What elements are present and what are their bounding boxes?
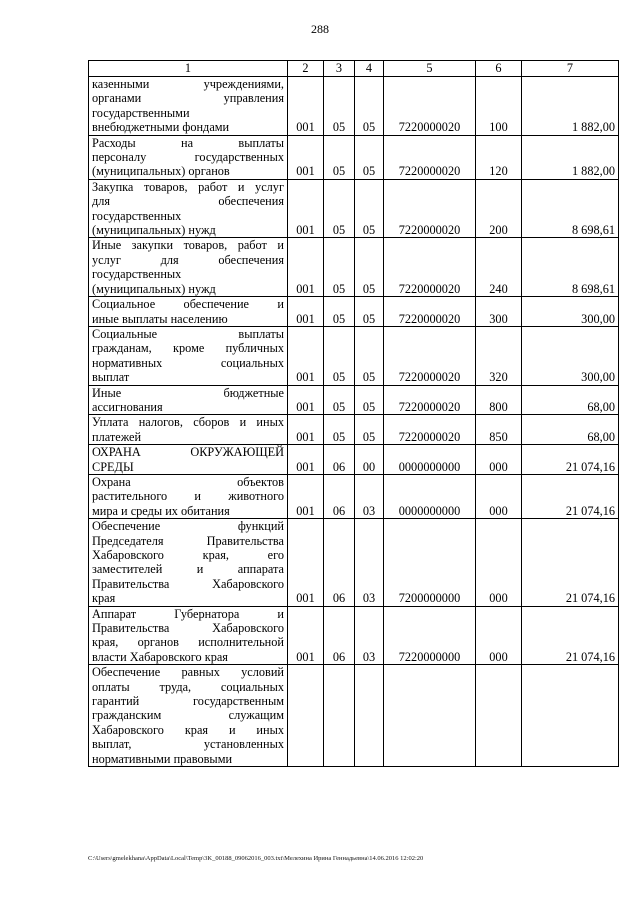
description-line: края, органов исполнительной (92, 635, 284, 650)
target-article-code: 0000000000 (384, 474, 476, 518)
row-description (89, 179, 288, 238)
description-line: власти Хабаровского края (92, 649, 228, 664)
row-description (89, 445, 288, 475)
expense-type-code: 000 (476, 445, 522, 475)
expense-type-code: 320 (476, 326, 522, 385)
table-row (89, 474, 619, 518)
amount: 68,00 (522, 385, 619, 415)
expense-type-code (476, 665, 522, 767)
description-line: Обеспечение функций (92, 519, 284, 534)
budget-table (88, 60, 619, 767)
amount: 21 074,16 (522, 445, 619, 475)
row-description (89, 77, 288, 136)
description-line: Уплата налогов, сборов и иных (92, 415, 284, 430)
description-line: Аппарат Губернатора и (92, 606, 284, 621)
description-line: внебюджетными фондами (92, 120, 230, 135)
expense-type-code: 850 (476, 415, 522, 445)
description-line: платежей (92, 429, 142, 444)
section-code: 001 (288, 135, 324, 179)
subchapter-code: 05 (355, 238, 384, 297)
chapter-code: 05 (324, 385, 355, 415)
chapter-code: 05 (324, 326, 355, 385)
section-code: 001 (288, 474, 324, 518)
row-description (89, 135, 288, 179)
description-line: услуг для обеспечения (92, 252, 284, 267)
amount: 8 698,61 (522, 238, 619, 297)
subchapter-code: 03 (355, 474, 384, 518)
description-line: гарантий государственным (92, 694, 284, 709)
row-description (89, 415, 288, 445)
expense-type-code: 120 (476, 135, 522, 179)
description-line: гражданам, кроме публичных (92, 341, 284, 356)
subchapter-code: 03 (355, 606, 384, 665)
table-row (89, 415, 619, 445)
column-header: 3 (324, 61, 355, 77)
target-article-code: 7220000020 (384, 135, 476, 179)
description-line: государственных (92, 267, 182, 282)
subchapter-code: 03 (355, 519, 384, 606)
subchapter-code: 05 (355, 77, 384, 136)
description-line: Расходы на выплаты (92, 135, 284, 150)
description-line: ОХРАНА ОКРУЖАЮЩЕЙ (92, 445, 284, 460)
description-line: СРЕДЫ (92, 459, 134, 474)
table-row (89, 179, 619, 238)
target-article-code: 7220000020 (384, 415, 476, 445)
amount: 21 074,16 (522, 606, 619, 665)
section-code: 001 (288, 179, 324, 238)
subchapter-code: 05 (355, 415, 384, 445)
description-line: Иные закупки товаров, работ и (92, 238, 284, 253)
target-article-code: 0000000000 (384, 445, 476, 475)
chapter-code: 06 (324, 445, 355, 475)
description-line: ассигнования (92, 399, 163, 414)
row-description (89, 519, 288, 606)
file-path-footer: C:\Users\gmelekhana\AppData\Local\Temp\3K_00188_09062016_003.txt\Мелехина Ирина Геннадьевна\14.06.2016 12:02:20 (88, 855, 424, 862)
target-article-code: 7220000000 (384, 606, 476, 665)
expense-type-code: 000 (476, 474, 522, 518)
expense-type-code: 240 (476, 238, 522, 297)
section-code: 001 (288, 415, 324, 445)
description-line: мира и среды их обитания (92, 503, 230, 518)
description-line: выплат, установленных (92, 737, 284, 752)
column-header: 1 (89, 61, 288, 77)
table-row (89, 385, 619, 415)
description-line: растительного и животного (92, 489, 284, 504)
target-article-code: 7220000020 (384, 238, 476, 297)
column-header: 4 (355, 61, 384, 77)
subchapter-code: 00 (355, 445, 384, 475)
expense-type-code: 300 (476, 297, 522, 327)
table-row (89, 77, 619, 136)
description-line: Хабаровского края, его (92, 548, 284, 562)
table-row (89, 297, 619, 327)
section-code: 001 (288, 519, 324, 606)
target-article-code (384, 665, 476, 767)
chapter-code (324, 665, 355, 767)
row-description (89, 665, 288, 767)
row-description (89, 297, 288, 327)
description-line: иные выплаты населению (92, 311, 228, 326)
column-header: 7 (522, 61, 619, 77)
target-article-code: 7220000020 (384, 297, 476, 327)
chapter-code: 05 (324, 135, 355, 179)
chapter-code: 05 (324, 415, 355, 445)
description-line: края (92, 591, 116, 606)
column-header: 2 (288, 61, 324, 77)
table-row (89, 665, 619, 767)
amount: 1 882,00 (522, 135, 619, 179)
section-code: 001 (288, 606, 324, 665)
table-body (89, 77, 619, 767)
description-line: нормативных социальных (92, 355, 284, 370)
amount: 300,00 (522, 326, 619, 385)
table-header-row (89, 61, 619, 77)
chapter-code: 05 (324, 238, 355, 297)
section-code: 001 (288, 385, 324, 415)
target-article-code: 7200000000 (384, 519, 476, 606)
description-line: Закупка товаров, работ и услуг (92, 179, 284, 194)
description-line: органами управления (92, 91, 284, 106)
expense-type-code: 800 (476, 385, 522, 415)
subchapter-code: 05 (355, 385, 384, 415)
amount (522, 665, 619, 767)
section-code (288, 665, 324, 767)
description-line: гражданским служащим (92, 708, 284, 723)
chapter-code: 05 (324, 77, 355, 136)
table-row (89, 445, 619, 475)
description-line: Хабаровского края и иных (92, 722, 284, 737)
page-number: 288 (311, 22, 329, 36)
amount: 8 698,61 (522, 179, 619, 238)
description-line: (муниципальных) нужд (92, 281, 216, 296)
column-header: 5 (384, 61, 476, 77)
amount: 21 074,16 (522, 474, 619, 518)
description-line: Председателя Правительства (92, 533, 284, 548)
table-row (89, 606, 619, 665)
description-line: персоналу государственных (92, 150, 284, 165)
description-line: Иные бюджетные (92, 385, 284, 400)
chapter-code: 05 (324, 297, 355, 327)
description-line: казенными учреждениями, (92, 77, 284, 91)
section-code: 001 (288, 238, 324, 297)
subchapter-code: 05 (355, 297, 384, 327)
row-description (89, 326, 288, 385)
expense-type-code: 000 (476, 519, 522, 606)
description-line: для обеспечения (92, 194, 284, 209)
description-line: (муниципальных) органов (92, 164, 230, 179)
section-code: 001 (288, 326, 324, 385)
description-line: государственными (92, 105, 190, 120)
description-line: заместителей и аппарата (92, 562, 284, 577)
subchapter-code (355, 665, 384, 767)
subchapter-code: 05 (355, 179, 384, 238)
amount: 1 882,00 (522, 77, 619, 136)
section-code: 001 (288, 445, 324, 475)
description-line: Обеспечение равных условий (92, 665, 284, 680)
description-line: Охрана объектов (92, 474, 284, 489)
chapter-code: 05 (324, 179, 355, 238)
target-article-code: 7220000020 (384, 179, 476, 238)
amount: 300,00 (522, 297, 619, 327)
expense-type-code: 200 (476, 179, 522, 238)
description-line: (муниципальных) нужд (92, 223, 216, 238)
description-line: Правительства Хабаровского (92, 621, 284, 636)
row-description (89, 474, 288, 518)
target-article-code: 7220000020 (384, 385, 476, 415)
expense-type-code: 100 (476, 77, 522, 136)
chapter-code: 06 (324, 474, 355, 518)
row-description (89, 238, 288, 297)
description-line: выплат (92, 370, 130, 385)
chapter-code: 06 (324, 606, 355, 665)
row-description (89, 385, 288, 415)
target-article-code: 7220000020 (384, 77, 476, 136)
target-article-code: 7220000020 (384, 326, 476, 385)
table-row (89, 238, 619, 297)
table-row (89, 135, 619, 179)
description-line: Социальные выплаты (92, 326, 284, 341)
description-line: Социальное обеспечение и (92, 297, 284, 312)
table-row (89, 326, 619, 385)
description-line: нормативными правовыми (92, 751, 233, 766)
subchapter-code: 05 (355, 135, 384, 179)
description-line: Правительства Хабаровского (92, 576, 284, 591)
description-line: оплаты труда, социальных (92, 679, 284, 694)
subchapter-code: 05 (355, 326, 384, 385)
description-line: государственных (92, 208, 182, 223)
amount: 68,00 (522, 415, 619, 445)
table-row (89, 519, 619, 606)
section-code: 001 (288, 297, 324, 327)
column-header: 6 (476, 61, 522, 77)
section-code: 001 (288, 77, 324, 136)
amount: 21 074,16 (522, 519, 619, 606)
expense-type-code: 000 (476, 606, 522, 665)
row-description (89, 606, 288, 665)
chapter-code: 06 (324, 519, 355, 606)
